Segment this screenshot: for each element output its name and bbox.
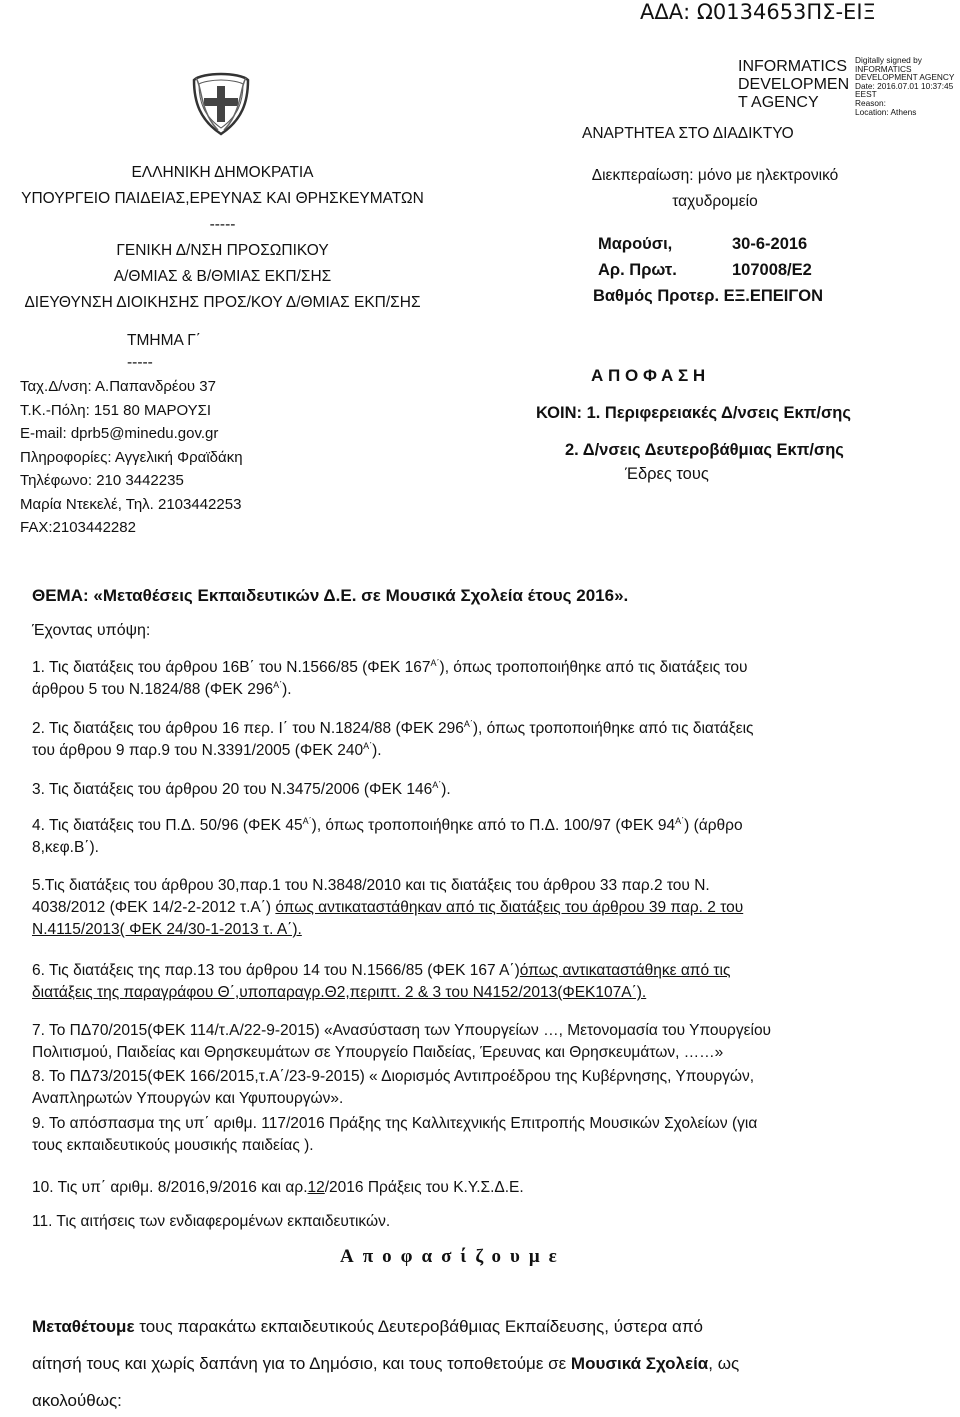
phone2: Μαρία Ντεκελέ, Τηλ. 2103442253 [20, 495, 242, 513]
decide-heading: Αποφασίζουμε [340, 1246, 566, 1267]
item-9 [32, 1113, 908, 1157]
agency-stamp: INFORMATICS DEVELOPMEN T AGENCY [738, 58, 850, 111]
separator: ----- [127, 354, 153, 371]
item-text: ). [282, 681, 292, 698]
closing-text: αίτησή τους και χωρίς δαπάνη για το Δημόσιο, και τους τοποθετούμε σε [32, 1354, 571, 1373]
transfer-word: Μεταθέτουμε [32, 1317, 135, 1336]
info-contact: Πληροφορίες: Αγγελική Φραϊδάκη [20, 448, 243, 466]
item-text: 6. Τις διατάξεις της παρ.13 του άρθρου 14 του Ν.1566/85 (ΦΕΚ 167 Α΄) [32, 962, 520, 979]
item-text: 2. Τις διατάξεις του άρθρου 16 περ. Ι΄ του Ν.1824/88 (ΦΕΚ 296 [32, 720, 464, 737]
recipients-2: 2. Δ/νσεις Δευτεροβάθμιας Εκπ/σης [565, 441, 844, 459]
sup: Α΄ [430, 657, 440, 668]
closing-text: ακολούθως: [32, 1391, 122, 1410]
sig-line: Reason: [855, 97, 886, 108]
item-text: ) (άρθρο [684, 817, 743, 834]
ministry: ΥΠΟΥΡΓΕΙΟ ΠΑΙΔΕΙΑΣ,ΕΡΕΥΝΑΣ ΚΑΙ ΘΡΗΣΚΕΥΜΑΤΩΝ [21, 190, 424, 207]
item-text: /2016 Πράξεις του Κ.Υ.Σ.Δ.Ε. [324, 1179, 524, 1196]
item-text: Αναπληρωτών Υπουργών και Υφυπουργών». [32, 1090, 344, 1107]
recipients-3: Έδρες τους [625, 465, 709, 483]
item-11 [32, 1211, 908, 1233]
item-10 [32, 1177, 908, 1199]
item-text: όπως αντικαταστάθηκαν από τις διατάξεις του άρθρου 39 παρ. 2 του [275, 899, 744, 916]
education-level: Α/ΘΜΙΑΣ & Β/ΘΜΙΑΣ ΕΚΠ/ΣΗΣ [113, 268, 332, 285]
item-text: τους εκπαιδευτικούς μουσικής παιδείας ). [32, 1137, 314, 1154]
item-4 [32, 815, 908, 859]
sig-line: EEST [855, 89, 877, 100]
item-text: Πολιτισμού, Παιδείας και Θρησκευμάτων σε Υπουργείο Παιδείας, Έρευνας και Θρησκευμάτων, ……» [32, 1044, 724, 1061]
item-text: ), όπως τροποποιήθηκε από το Π.Δ. 100/97 (ΦΕΚ 94 [311, 817, 676, 834]
item-text: 7. Το ΠΔ70/2015(ΦΕΚ 114/τ.Α/22-9-2015) «Ανασύσταση των Υπουργείων …, Μετονομασία του Υπουργείου [32, 1022, 772, 1039]
item-1 [32, 657, 908, 701]
decision-title: Α Π Ο Φ Α Σ Η [591, 366, 706, 385]
sig-line: Location: Athens [855, 106, 917, 117]
city: Τ.Κ.-Πόλη: 151 80 ΜΑΡΟΥΣΙ [20, 401, 212, 419]
separator: ----- [209, 216, 236, 233]
email: E-mail: dprb5@minedu.gov.gr [20, 425, 219, 442]
item-3 [32, 779, 908, 801]
item-text: 5.Τις διατάξεις του άρθρου 30,παρ.1 του Ν.3848/2010 και τις διατάξεις του άρθρου 33 παρ.2 του Ν. [32, 877, 710, 894]
sup: Α΄ [302, 815, 312, 826]
item-2 [32, 718, 908, 762]
item-text: 4038/2012 (ΦΕΚ 14/2-2-2012 τ.Α΄) [32, 899, 276, 916]
music-schools: Μουσικά Σχολεία [570, 1354, 709, 1373]
sig-line: Date: 2016.07.01 10:37:45 [855, 80, 954, 91]
item-8 [32, 1066, 908, 1110]
item-text: όπως αντικαταστάθηκε από τις [519, 962, 731, 979]
item-text: ), όπως τροποποιήθηκε από τις διατάξεις του [439, 659, 748, 676]
protocol-number: 107008/Ε2 [732, 261, 812, 279]
item-text: 10. Τις υπ΄ αριθμ. 8/2016,9/2016 και αρ. [32, 1179, 308, 1196]
item-text: 8. Το ΠΔ73/2015(ΦΕΚ 166/2015,τ.Α΄/23-9-2015) « Διορισμός Αντιπροέδρου της Κυβέρνησης, Υπουργών, [32, 1068, 755, 1085]
item-text: 4. Τις διατάξεις του Π.Δ. 50/96 (ΦΕΚ 45 [32, 817, 303, 834]
date: 30-6-2016 [732, 235, 808, 253]
item-5 [32, 875, 908, 941]
sup: Α΄ [463, 718, 473, 729]
priority: Βαθμός Προτερ. ΕΞ.ΕΠΕΙΓΟΝ [593, 287, 824, 305]
item-text: διατάξεις της παραγράφου Θ΄,υποπαραγρ.Θ2,περιπτ. 2 & 3 του Ν4152/2013(ΦΕΚ107Α΄). [32, 984, 647, 1001]
subject: ΘΕΜΑ: «Μεταθέσεις Εκπαιδευτικών Δ.Ε. σε Μουσικά Σχολεία έτους 2016». [32, 586, 629, 605]
recipients-1: ΚΟΙΝ: 1. Περιφερειακές Δ/νσεις Εκπ/σης [536, 404, 851, 422]
item-text: 3. Τις διατάξεις του άρθρου 20 του Ν.3475/2006 (ΦΕΚ 146 [32, 781, 433, 798]
item-text: άρθρου 5 του Ν.1824/88 (ΦΕΚ 296 [32, 681, 274, 698]
ada-code: ΑΔΑ: Ω0134653ΠΣ-ΕΙΞ [640, 0, 876, 24]
sig-line: Digitally signed by [855, 55, 922, 65]
delivery-block [570, 163, 860, 215]
country: ΕΛΛΗΝΙΚΗ ΔΗΜΟΚΡΑΤΙΑ [131, 164, 314, 181]
item-text: ). [372, 742, 382, 759]
considering-heading: Έχοντας υπόψη: [32, 622, 151, 639]
closing-text: τους παρακάτω εκπαιδευτικούς Δευτεροβάθμιας Εκπαίδευσης, ύστερα από [134, 1317, 704, 1336]
delivery-line2: ταχυδρομείο [672, 193, 758, 210]
item-6 [32, 960, 908, 1004]
place-label: Μαρούσι, [598, 235, 673, 253]
department-block [127, 330, 201, 374]
item-text: 9. Το απόσπασμα της υπ΄ αριθμ. 117/2016 Πράξης της Καλλιτεχνικής Επιτροπής Μουσικών Σχολείων (για [32, 1115, 758, 1132]
item-text: ). [441, 781, 451, 798]
item-text: 8,κεφ.Β΄). [32, 839, 99, 856]
general-directorate: ΓΕΝΙΚΗ Δ/ΝΣΗ ΠΡΟΣΩΠΙΚΟΥ [116, 242, 329, 259]
closing-paragraph [32, 1308, 908, 1417]
closing-text: , ως [708, 1354, 740, 1373]
protocol-label: Αρ. Πρωτ. [598, 261, 677, 279]
department: ΤΜΗΜΑ Γ΄ [127, 332, 201, 349]
header-left [0, 160, 445, 316]
directorate: ΔΙΕΥΘΥΝΣΗ ΔΙΟΙΚΗΣΗΣ ΠΡΟΣ/ΚΟΥ Δ/ΘΜΙΑΣ ΕΚΠ/ΣΗΣ [24, 294, 421, 311]
sup: Α΄ [273, 679, 283, 690]
posted-notice: ΑΝΑΡΤΗΤΕΑ ΣΤΟ ΔΙΑΔΙΚΤΥΟ [582, 125, 794, 142]
item-text: Ν.4115/2013( ΦΕΚ 24/30-1-2013 τ. Α΄). [32, 921, 302, 938]
fax: FAX:2103442282 [20, 519, 136, 536]
digital-signature [855, 56, 954, 116]
delivery-line1: Διεκπεραίωση: μόνο με ηλεκτρονικό [591, 167, 839, 184]
item-text: του άρθρου 9 παρ.9 του Ν.3391/2005 (ΦΕΚ 240 [32, 742, 364, 759]
sig-line: DEVELOPMENT AGENCY [855, 72, 955, 83]
item-text: 11. Τις αιτήσεις των ενδιαφερομένων εκπαιδευτικών. [32, 1213, 391, 1230]
item-text: ), όπως τροποποιήθηκε από τις διατάξεις [472, 720, 754, 737]
item-text: 1. Τις διατάξεις του άρθρου 16Β΄ του Ν.1566/85 (ΦΕΚ 167 [32, 659, 431, 676]
greek-coat-of-arms-icon [190, 72, 252, 136]
sup: Α΄ [363, 740, 373, 751]
contact-block [20, 375, 243, 540]
item-text: 12 [307, 1179, 325, 1196]
sig-line: INFORMATICS [855, 63, 912, 74]
address: Ταχ.Δ/νση: Α.Παπανδρέου 37 [20, 378, 216, 395]
sup: Α΄ [675, 815, 685, 826]
sup: Α΄ [432, 779, 442, 790]
phone: Τηλέφωνο: 210 3442235 [20, 472, 184, 489]
item-7 [32, 1020, 908, 1064]
